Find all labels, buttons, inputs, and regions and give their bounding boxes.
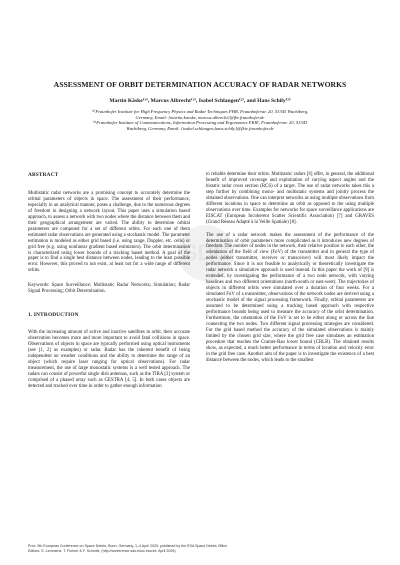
introduction-heading: 1. INTRODUCTION	[28, 312, 79, 319]
footer-line: Proc. 9th European Conference on Space Debris, Bonn, Germany, 1–4 April 2025, published by the ESA Space Debris Office	[28, 544, 228, 548]
abstract-heading: ABSTRACT	[28, 172, 59, 178]
footer-line: Editors: S. Lemmens, T. Flohrer & F. Schmitz, (http://conference.sdo.esoc.esa.int, April 2025)	[28, 548, 176, 553]
affiliation-line: ⁽²⁾Fraunhofer Institute of Communications, Information Processing and Ergonomics FKIE, Fraunhoferstr. 20, 53343	[92, 120, 308, 126]
watermark-text: SDC	[182, 240, 230, 265]
affiliation-line: Germany, Email: {martin.kaeske, marcus.albrecht}@fhr.fraunhofer.de	[135, 114, 265, 120]
affiliation-line: Wachtberg, Germany, Email: {isabel.schlangen,hans.schily}@fkie.fraunhofer.de	[126, 126, 274, 132]
paper-title: ASSESSMENT OF ORBIT DETERMINATION ACCURACY OF RADAR NETWORKS	[53, 80, 347, 89]
right-column	[206, 172, 374, 364]
body-paragraph: to reliable determine their orbits. Multistatic radars [6] offer, in general, the additional benefit of improved coverage and exploitation of varying aspect angles and the bistatic radar cross section (RCS) of a target. The use of radar networks takes this a step further by combining mono- and multistatic systems and jointly process the obtained observations. One can interpret networks as using multiple observations from different locations in space to determine an orbit as opposed to the using multiple observations over time. Examples for networks for space surveillance applications are EISCAT (European Incoherent Scatter Scientific Association) [7] and GRAVES (Grand Réseau Adapté à la Veille Spatiale) [8].	[206, 172, 375, 225]
affiliation-line: ⁽¹⁾Fraunhofer Institute for High Frequency Physics and Radar Techniques FHR, Fraunhoferstr. 20, 53343 Wachtberg,	[91, 109, 309, 114]
left-column	[28, 172, 190, 390]
abstract-text: Multistatic radar networks are a promising concept to accurately determine the orbital parameters of objects in space. The assessment of their performance, especially in an analytical manner, poses a challenge, due to the numerous degrees of freedom in designing a network layout. This paper uses a simulation based approach, to assess a network with two nodes where the distance between them and their geographical arrangement are varied. The ability to determine orbital parameters are computed for a set of different orbits. For each one of them estimated radar observations are generated using a stochastic model. The parameter estimation is modeled as either grid based (i.e. using range, Doppler, etc. cells) or grid free (e.g. using nonlinear gradient based estimators). The orbit determination is characterized using lower bounds of a tracking based method. A goal of the paper is to find a single best distance between nodes, leading to the least possible error. However, this proved to not exist, at least not for a wide range of different orbits.	[28, 191, 190, 274]
proceedings-footer	[28, 544, 374, 554]
author-list: Martin Käske⁽¹⁾, Marcus Albrecht⁽¹⁾, Isabel Schlangen⁽²⁾, and Hans Schily⁽²⁾	[109, 98, 291, 104]
body-paragraph: The use of a radar network makes the assessment of the performance of the determination of orbit parameters more complicated as it introduces new degrees of freedom. The number of nodes in the network, their relative position to each other, the orientation of the field of view (FoV) of the transmitter and in general the type of nodes (either transmitter, receiver or transceiver) will most likely impact the performance. Since it is not feasible to analytically or theoretically investigate the radar network a simulative approach is used instead. In this paper the work of [9] is extended, by investigating the performance of a two node network, with varying baselines and two different orientations (north-south or east-west). The trajectories of objects in different orbits were simulated over a duration of four weeks. For a simulated FoV of a transmitter, observations of the network nodes are derived using a stochastic model of the signal processing framework. Finally, orbital parameters are assumed to be determined using a tracking based approach with respective performance bounds being used to measure the accuracy of the orbit determination. Furthermore, the orientation of the FoV is set to be either along or across the line connecting the two nodes. Two different signal processing strategies are considered. For the grid based method the accuracy of the simulated observations is mainly limited by the chosen grid size, where the grid free case simulates an estimation procedure that reaches the Cramer-Rao lower bound (CRLB). The obtained results show, as expected, a much better performance in terms of location and velocity error in the grid free case. Another aim of the paper is to investigate the existence of a best distance between the nodes, which leads to the smallest	[206, 232, 374, 363]
introduction-text: With the increasing amount of active and inactive satellites in orbit, their accurate observation becomes more and more important to avoid fatal collisions in space. Observations of objects in space are typically performed using optical instruments (see [1, 2] as examples) or radar. Radar has the inherent benefit of being independent on weather conditions and the ability to determine the range of an object (which require laser ranging for optical observations). For radar measurement, the use of large monostatic systems is a well tested approach. The radars can consist of powerful single dish antennas, such as the TIRA [3] system or comprised of a phased array such as GESTRA [4, 5]. In both cases objects are detected and tracked over time in order to gather enough information	[28, 330, 190, 389]
affiliations	[30, 109, 370, 132]
keywords: Keywords: Space Surveillance; Multistatic Radar Networks; Simulation; Radar Signal Processing; Orbit Determination.	[28, 283, 190, 295]
